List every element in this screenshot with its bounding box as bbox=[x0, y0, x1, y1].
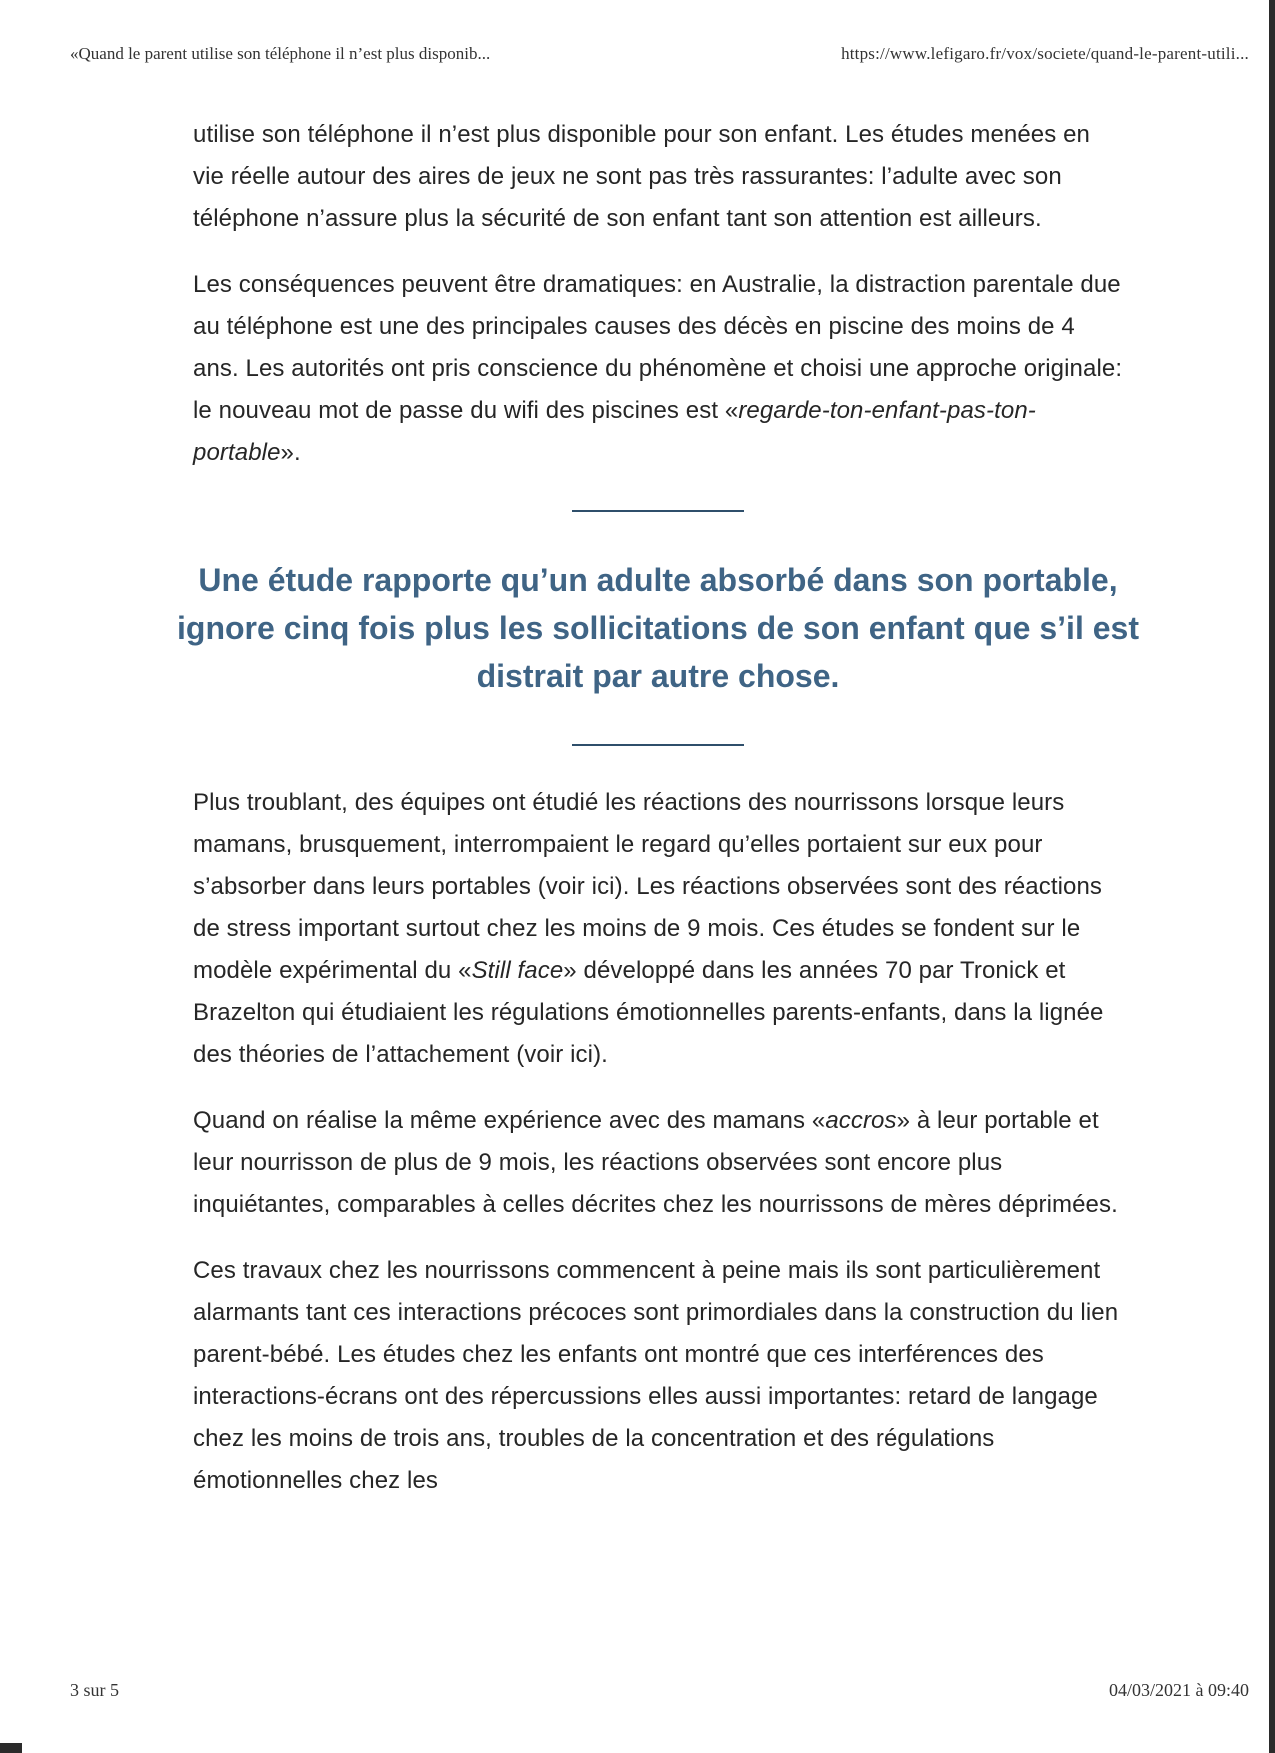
paragraph-3 bbox=[193, 782, 1123, 1076]
paragraph-5: Ces travaux chez les nourrissons commencent à peine mais ils sont particulièrement alarmants tant ces interactions précoces sont primordiales dans la construction du lien parent-bébé. Les études chez les enfants ont montré que ces interférences des interactions-écrans ont des répercussions elles aussi importantes: retard de langage chez les moins de trois ans, troubles de la concentration et des régulations émotionnelles chez les bbox=[193, 1257, 1119, 1494]
paragraph-4-before: Quand on réalise la même expérience avec des mamans « bbox=[193, 1107, 826, 1134]
pullquote-rule-bottom bbox=[572, 744, 744, 746]
paragraph-2-after: ». bbox=[280, 439, 301, 466]
scan-edge-right bbox=[1269, 0, 1275, 1753]
pullquote-rule-top bbox=[572, 510, 744, 512]
article-body bbox=[177, 114, 1139, 1502]
scan-edge-bottom bbox=[0, 1743, 22, 1753]
page-url: https://www.lefigaro.fr/vox/societe/quand-le-parent-utili... bbox=[841, 44, 1249, 63]
page-title: «Quand le parent utilise son téléphone il n’est plus disponib... bbox=[70, 44, 491, 63]
paragraph-4 bbox=[193, 1100, 1123, 1226]
paragraph-1: utilise son téléphone il n’est plus disponible pour son enfant. Les études menées en vie réelle autour des aires de jeux ne sont pas très rassurantes: l’adulte avec son téléphone n’assure plus la sécurité de son enfant tant son attention est ailleurs. bbox=[193, 121, 1090, 232]
print-date: 04/03/2021 à 09:40 bbox=[1109, 1680, 1249, 1700]
paragraph-3-before: Plus troublant, des équipes ont étudié les réactions des nourrissons lorsque leurs mamans, brusquement, interrompaient le regard qu’elles portaient sur eux pour s’absorber dans leurs portables (voir ici). Les réactions observées sont des réactions de stress important surtout chez les moins de 9 mois. Ces études se fondent sur le modèle expérimental du « bbox=[193, 789, 1103, 984]
wifi-password-italic: regarde-ton-enfant-pas-ton-portable bbox=[193, 397, 1036, 466]
paragraph-4-after: » à leur portable et leur nourrisson de plus de 9 mois, les réactions observées sont encore plus inquiétantes, comparables à celles décrites chez les nourrissons de mères déprimées. bbox=[193, 1107, 1118, 1218]
print-footer bbox=[70, 1680, 1249, 1704]
pullquote-block bbox=[177, 510, 1139, 746]
page-number: 3 sur 5 bbox=[70, 1680, 119, 1700]
still-face-italic: Still face bbox=[471, 957, 564, 984]
print-header bbox=[70, 44, 1249, 68]
pullquote: Une étude rapporte qu’un adulte absorbé dans son portable, ignore cinq fois plus les sollicitations de son enfant que s’il est distrait par autre chose. bbox=[177, 562, 1139, 694]
accros-italic: accros bbox=[825, 1107, 897, 1134]
paragraph-2 bbox=[193, 264, 1123, 474]
paragraph-2-text: Les conséquences peuvent être dramatiques: en Australie, la distraction parentale due au téléphone est une des principales causes des décès en piscine des moins de 4 ans. Les autorités ont pris conscience du phénomène et choisi une approche originale: le nouveau mot de passe du wifi des piscines est « bbox=[193, 271, 1123, 424]
paragraph-3-after: » développé dans les années 70 par Tronick et Brazelton qui étudiaient les régulations émotionnelles parents-enfants, dans la lignée des théories de l’attachement (voir ici). bbox=[193, 957, 1104, 1068]
